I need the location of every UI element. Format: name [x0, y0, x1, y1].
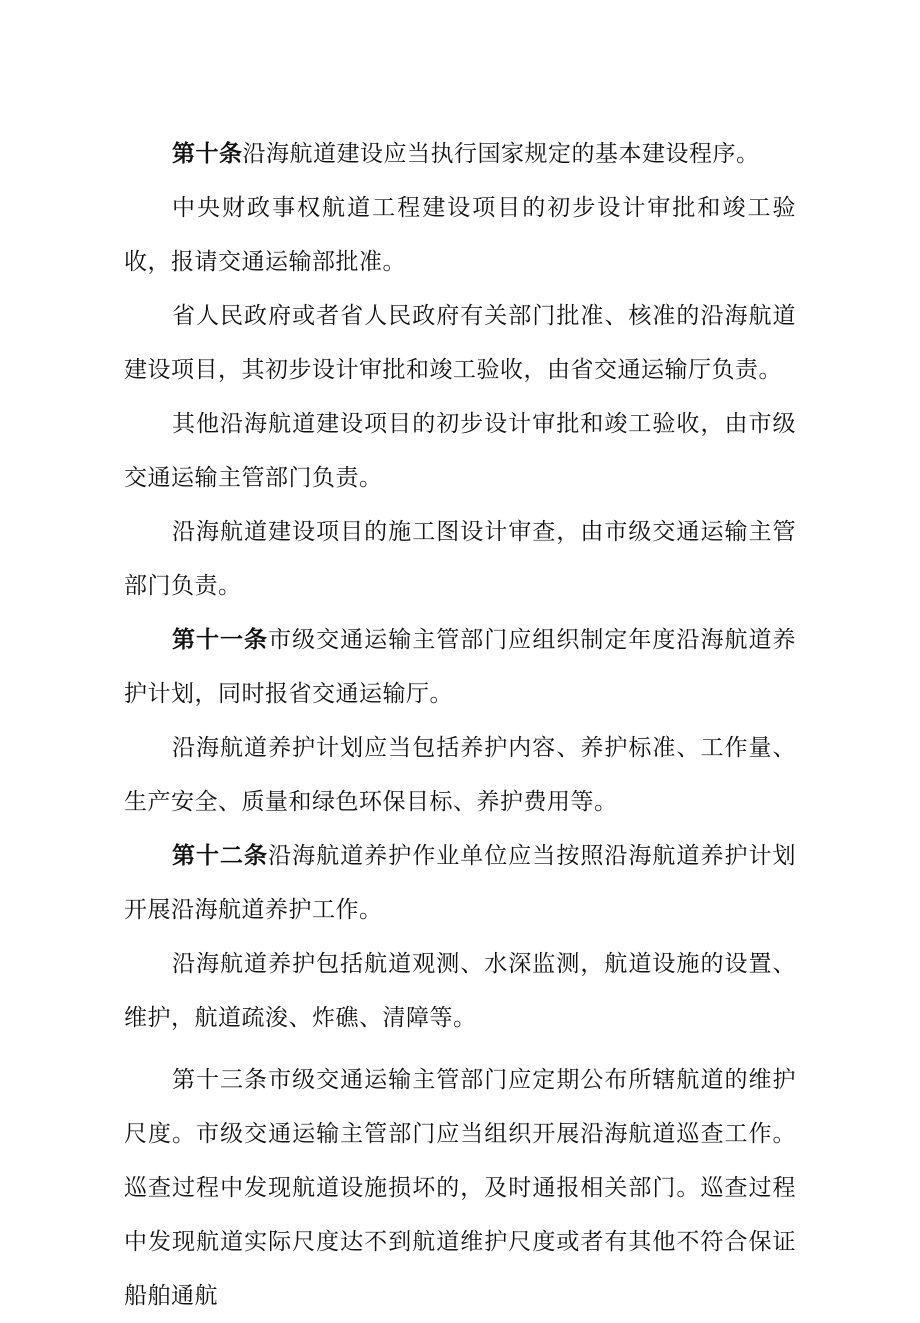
- paragraph: [124, 721, 796, 829]
- paragraph: [124, 505, 796, 613]
- article-heading: 第十一条: [172, 626, 269, 653]
- paragraph: [124, 937, 796, 1045]
- paragraph: [124, 397, 796, 505]
- paragraph-text: 沿海航道养护作业单位应当按照沿海航道养护计划开展沿海航道养护工作。: [124, 843, 797, 923]
- paragraph-article-12: [124, 829, 796, 937]
- paragraph-text: 沿海航道养护包括航道观测、水深监测，航道设施的设置、维护，航道疏浚、炸礁、清障等。: [124, 951, 796, 1031]
- paragraph-article-11: [124, 613, 796, 721]
- paragraph-text: 省人民政府或者省人民政府有关部门批准、核准的沿海航道建设项目，其初步设计审批和竣工验收，由省交通运输厅负责。: [124, 303, 796, 383]
- article-heading: 第十二条: [172, 842, 269, 869]
- paragraph-text: 市级交通运输主管部门应组织制定年度沿海航道养护计划，同时报省交通运输厅。: [124, 627, 797, 707]
- paragraph-article-13: [124, 1053, 796, 1323]
- paragraph-text: 第十三条市级交通运输主管部门应定期公布所辖航道的维护尺度。市级交通运输主管部门应当组织开展沿海航道巡查工作。巡查过程中发现航道设施损坏的，及时通报相关部门。巡查过程中发现航道实际尺度达不到航道维护尺度或者有其他不符合保证船舶通航: [124, 1067, 796, 1309]
- paragraph-text: 中央财政事权航道工程建设项目的初步设计审批和竣工验收，报请交通运输部批准。: [124, 195, 796, 275]
- article-heading: 第十条: [172, 140, 243, 167]
- paragraph-article-10: [124, 127, 796, 181]
- paragraph: [124, 289, 796, 397]
- paragraph-text: 其他沿海航道建设项目的初步设计审批和竣工验收，由市级交通运输主管部门负责。: [124, 411, 796, 491]
- paragraph-text: 沿海航道养护计划应当包括养护内容、养护标准、工作量、生产安全、质量和绿色环保目标、养护费用等。: [124, 735, 796, 815]
- paragraph-text: 沿海航道建设项目的施工图设计审查，由市级交通运输主管部门负责。: [124, 519, 796, 599]
- paragraph: [124, 181, 796, 289]
- regulation-text: [124, 127, 796, 1323]
- paragraph-text: 沿海航道建设应当执行国家规定的基本建设程序。: [242, 141, 760, 167]
